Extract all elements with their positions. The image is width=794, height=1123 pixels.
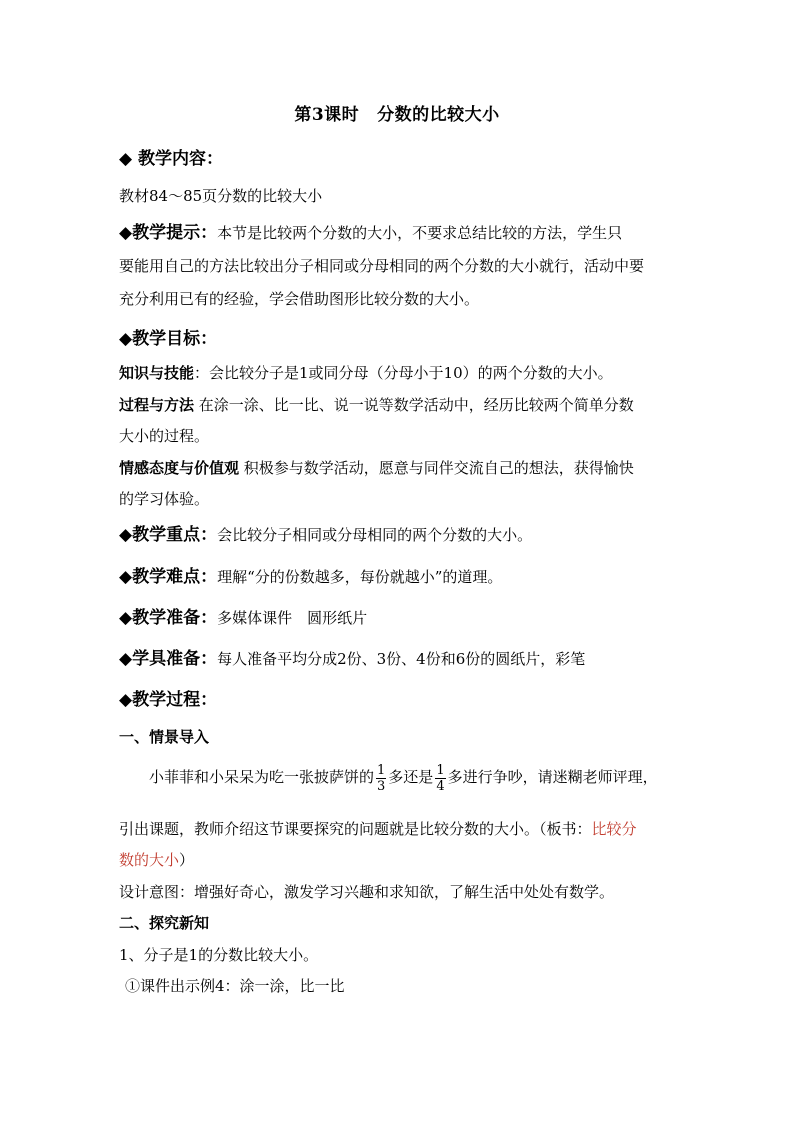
content-heading: ◆ 教学内容： (119, 149, 223, 169)
key-text: 会比较分子相同或分母相同的两个分数的大小。 (217, 526, 533, 544)
design-intent: 设计意图：增强好奇心，激发学习兴趣和求知欲，了解生活中处处有数学。 (119, 883, 615, 901)
goal-knowledge (119, 362, 613, 384)
fraction-2-numerator: 1 (436, 762, 445, 778)
fraction-2-denominator: 4 (436, 778, 445, 794)
goal-process-text-1: 在涂一涂、比一比、说一说等数学活动中，经历比较两个简单分数 (194, 396, 634, 414)
intro-text-b: 多还是 (388, 768, 434, 786)
lesson-topic: 分数的比较大小 (377, 105, 500, 125)
difficulty-text: 理解“分的份数越多，每份就越小”的道理。 (217, 568, 503, 586)
intro-paragraph-line-3 (119, 849, 194, 871)
goal-knowledge-text: ：会比较分子是1或同分母（分母小于10）的两个分数的大小。 (194, 364, 613, 382)
difficulty-heading: ◆教学难点： (119, 567, 218, 587)
intro-paragraph-line-2 (119, 818, 637, 840)
goal-knowledge-label: 知识与技能 (119, 364, 195, 382)
intro-text-a: 小菲菲和小呆呆为吃一张披萨饼的 (149, 768, 375, 786)
item-1: 1、分子是1的分数比较大小。 (119, 946, 319, 964)
goal-process-text-2: 大小的过程。 (119, 427, 210, 445)
lesson-number: 第3课时 (294, 105, 360, 125)
intro-paragraph-line-1 (149, 757, 658, 797)
hint-line-1 (119, 222, 622, 244)
hint-line-2: 要能用自己的方法比较出分子相同或分母相同的两个分数的大小就行，活动中要 (119, 257, 645, 275)
content-text: 教材84～85页分数的比较大小 (119, 187, 323, 205)
goal-emotion-text-1: 积极参与数学活动，愿意与同伴交流自己的想法，获得愉快 (239, 459, 634, 477)
goal-process (119, 394, 634, 416)
prep-text: 多媒体课件 圆形纸片 (217, 609, 368, 627)
section-1-title: 一、情景导入 (119, 728, 210, 746)
goal-emotion (119, 457, 634, 479)
goals-heading: ◆教学目标： (119, 329, 218, 349)
hint-line-3: 充分利用已有的经验，学会借助图形比较分数的大小。 (119, 290, 480, 308)
difficulty-point (119, 566, 502, 588)
goal-emotion-text-2: 的学习体验。 (119, 490, 210, 508)
item-1a: ①课件出示例4：涂一涂，比一比 (125, 977, 345, 995)
fraction-1-numerator: 1 (377, 762, 386, 778)
board-topic-red-1: 比较分 (591, 820, 637, 838)
hint-heading: ◆教学提示： (119, 223, 218, 243)
key-heading: ◆教学重点： (119, 525, 218, 545)
prep-heading: ◆教学准备： (119, 608, 218, 628)
fraction-one-third (376, 763, 386, 794)
board-topic-red-2: 数的大小 (119, 851, 180, 869)
key-point (119, 524, 532, 546)
fraction-one-quarter (435, 763, 445, 794)
process-heading: ◆教学过程： (119, 690, 218, 710)
student-prep-heading: ◆学具准备： (119, 649, 218, 669)
student-prep (119, 648, 585, 670)
hint-text-1: 本节是比较两个分数的大小，不要求总结比较的方法，学生只 (217, 224, 623, 242)
page-title (0, 104, 794, 126)
intro-text-c: 多进行争吵，请迷糊老师评理， (447, 768, 658, 786)
intro-text-3-end: ） (179, 851, 195, 869)
fraction-1-denominator: 3 (377, 778, 386, 794)
goal-process-label: 过程与方法 (119, 396, 195, 414)
teaching-prep (119, 607, 367, 629)
goal-emotion-label: 情感态度与价值观 (119, 459, 240, 477)
student-prep-text: 每人准备平均分成2份、3份、4份和6份的圆纸片，彩笔 (217, 650, 586, 668)
section-2-title: 二、探究新知 (119, 914, 210, 932)
intro-text-2: 引出课题，教师介绍这节课要探究的问题就是比较分数的大小。（板书： (119, 820, 592, 838)
